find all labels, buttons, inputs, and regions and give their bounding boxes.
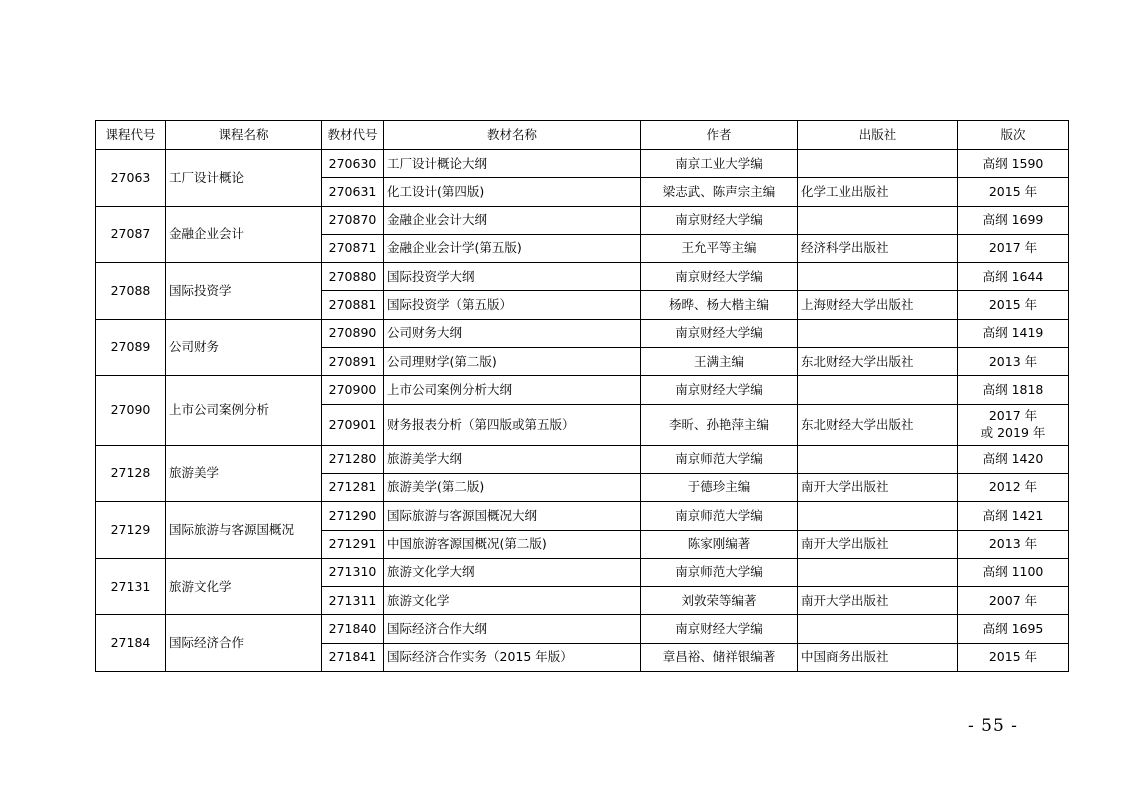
author: 王满主编 [641, 348, 798, 376]
publisher [798, 319, 958, 347]
edition: 高纲 1420 [958, 445, 1069, 473]
table-row [96, 615, 1069, 643]
book-code: 270881 [322, 291, 384, 319]
book-code: 271290 [322, 502, 384, 530]
course-name: 旅游文化学 [166, 558, 322, 615]
table-row [96, 319, 1069, 347]
publisher [798, 615, 958, 643]
edition: 高纲 1421 [958, 502, 1069, 530]
header-publisher: 出版社 [798, 121, 958, 150]
course-name: 金融企业会计 [166, 206, 322, 263]
book-name: 化工设计(第四版) [384, 178, 641, 206]
author: 刘敦荣等编著 [641, 587, 798, 615]
book-code: 271281 [322, 473, 384, 501]
publisher [798, 376, 958, 404]
book-code: 271841 [322, 643, 384, 671]
publisher: 经济科学出版社 [798, 234, 958, 262]
publisher [798, 150, 958, 178]
author: 南京工业大学编 [641, 150, 798, 178]
book-code: 271311 [322, 587, 384, 615]
book-name: 上市公司案例分析大纲 [384, 376, 641, 404]
course-name: 公司财务 [166, 319, 322, 376]
author: 李昕、孙艳萍主编 [641, 404, 798, 445]
table-row [96, 376, 1069, 404]
book-code: 270880 [322, 263, 384, 291]
book-code: 270871 [322, 234, 384, 262]
book-name: 旅游美学大纲 [384, 445, 641, 473]
edition: 高纲 1699 [958, 206, 1069, 234]
edition: 2007 年 [958, 587, 1069, 615]
course-name: 国际旅游与客源国概况 [166, 502, 322, 559]
book-code: 271840 [322, 615, 384, 643]
book-name: 中国旅游客源国概况(第二版) [384, 530, 641, 558]
author: 南京财经大学编 [641, 206, 798, 234]
edition: 2015 年 [958, 291, 1069, 319]
publisher: 南开大学出版社 [798, 530, 958, 558]
edition: 高纲 1818 [958, 376, 1069, 404]
book-name: 国际投资学大纲 [384, 263, 641, 291]
course-name: 国际经济合作 [166, 615, 322, 672]
course-code: 27184 [96, 615, 166, 672]
book-name: 工厂设计概论大纲 [384, 150, 641, 178]
publisher [798, 502, 958, 530]
publisher [798, 445, 958, 473]
book-code: 271280 [322, 445, 384, 473]
publisher: 化学工业出版社 [798, 178, 958, 206]
publisher: 中国商务出版社 [798, 643, 958, 671]
table-row [96, 150, 1069, 178]
publisher [798, 206, 958, 234]
header-course-name: 课程名称 [166, 121, 322, 150]
book-name: 旅游美学(第二版) [384, 473, 641, 501]
edition: 高纲 1590 [958, 150, 1069, 178]
course-code: 27131 [96, 558, 166, 615]
book-name: 公司理财学(第二版) [384, 348, 641, 376]
publisher [798, 263, 958, 291]
book-name: 旅游文化学大纲 [384, 558, 641, 586]
header-edition: 版次 [958, 121, 1069, 150]
book-name: 公司财务大纲 [384, 319, 641, 347]
book-name: 国际经济合作实务（2015 年版） [384, 643, 641, 671]
edition-line-alt: 或 2019 年 [980, 424, 1046, 440]
table-row [96, 558, 1069, 586]
book-name: 金融企业会计学(第五版) [384, 234, 641, 262]
publisher: 南开大学出版社 [798, 587, 958, 615]
book-code: 271291 [322, 530, 384, 558]
author: 南京师范大学编 [641, 445, 798, 473]
author: 南京师范大学编 [641, 558, 798, 586]
edition [958, 404, 1069, 445]
book-name: 国际投资学（第五版） [384, 291, 641, 319]
publisher: 南开大学出版社 [798, 473, 958, 501]
course-code: 27088 [96, 263, 166, 320]
table-row [96, 445, 1069, 473]
book-code: 270631 [322, 178, 384, 206]
edition: 2013 年 [958, 348, 1069, 376]
table-row [96, 263, 1069, 291]
course-code: 27129 [96, 502, 166, 559]
edition: 2017 年 [958, 234, 1069, 262]
author: 杨晔、杨大楷主编 [641, 291, 798, 319]
book-name: 国际旅游与客源国概况大纲 [384, 502, 641, 530]
book-name: 国际经济合作大纲 [384, 615, 641, 643]
author: 章昌裕、储祥银编著 [641, 643, 798, 671]
course-code: 27087 [96, 206, 166, 263]
course-code: 27090 [96, 376, 166, 445]
edition: 高纲 1644 [958, 263, 1069, 291]
table-header-row [96, 121, 1069, 150]
header-course-code: 课程代号 [96, 121, 166, 150]
header-book-code: 教材代号 [322, 121, 384, 150]
book-code: 271310 [322, 558, 384, 586]
edition: 高纲 1695 [958, 615, 1069, 643]
course-name: 工厂设计概论 [166, 150, 322, 207]
author: 南京财经大学编 [641, 615, 798, 643]
publisher: 东北财经大学出版社 [798, 348, 958, 376]
author: 于德珍主编 [641, 473, 798, 501]
publisher: 东北财经大学出版社 [798, 404, 958, 445]
book-name: 旅游文化学 [384, 587, 641, 615]
publisher [798, 558, 958, 586]
edition: 2015 年 [958, 178, 1069, 206]
table-row [96, 502, 1069, 530]
book-code: 270900 [322, 376, 384, 404]
author: 南京财经大学编 [641, 319, 798, 347]
publisher: 上海财经大学出版社 [798, 291, 958, 319]
book-code: 270901 [322, 404, 384, 445]
course-code: 27089 [96, 319, 166, 376]
book-code: 270890 [322, 319, 384, 347]
book-code: 270870 [322, 206, 384, 234]
course-name: 旅游美学 [166, 445, 322, 502]
page-number: - 55 - [968, 716, 1018, 736]
course-code: 27063 [96, 150, 166, 207]
author: 陈家刚编著 [641, 530, 798, 558]
edition: 2015 年 [958, 643, 1069, 671]
author: 南京财经大学编 [641, 263, 798, 291]
author: 梁志武、陈声宗主编 [641, 178, 798, 206]
header-book-name: 教材名称 [384, 121, 641, 150]
course-name: 国际投资学 [166, 263, 322, 320]
course-name: 上市公司案例分析 [166, 376, 322, 445]
edition: 高纲 1419 [958, 319, 1069, 347]
header-author: 作者 [641, 121, 798, 150]
book-name: 金融企业会计大纲 [384, 206, 641, 234]
table-row [96, 206, 1069, 234]
course-code: 27128 [96, 445, 166, 502]
book-code: 270891 [322, 348, 384, 376]
book-code: 270630 [322, 150, 384, 178]
course-textbook-table [95, 120, 1069, 672]
author: 南京财经大学编 [641, 376, 798, 404]
edition: 2012 年 [958, 473, 1069, 501]
book-name: 财务报表分析（第四版或第五版） [384, 404, 641, 445]
edition-line: 2017 年 [988, 408, 1038, 424]
author: 王允平等主编 [641, 234, 798, 262]
author: 南京师范大学编 [641, 502, 798, 530]
edition: 2013 年 [958, 530, 1069, 558]
edition: 高纲 1100 [958, 558, 1069, 586]
